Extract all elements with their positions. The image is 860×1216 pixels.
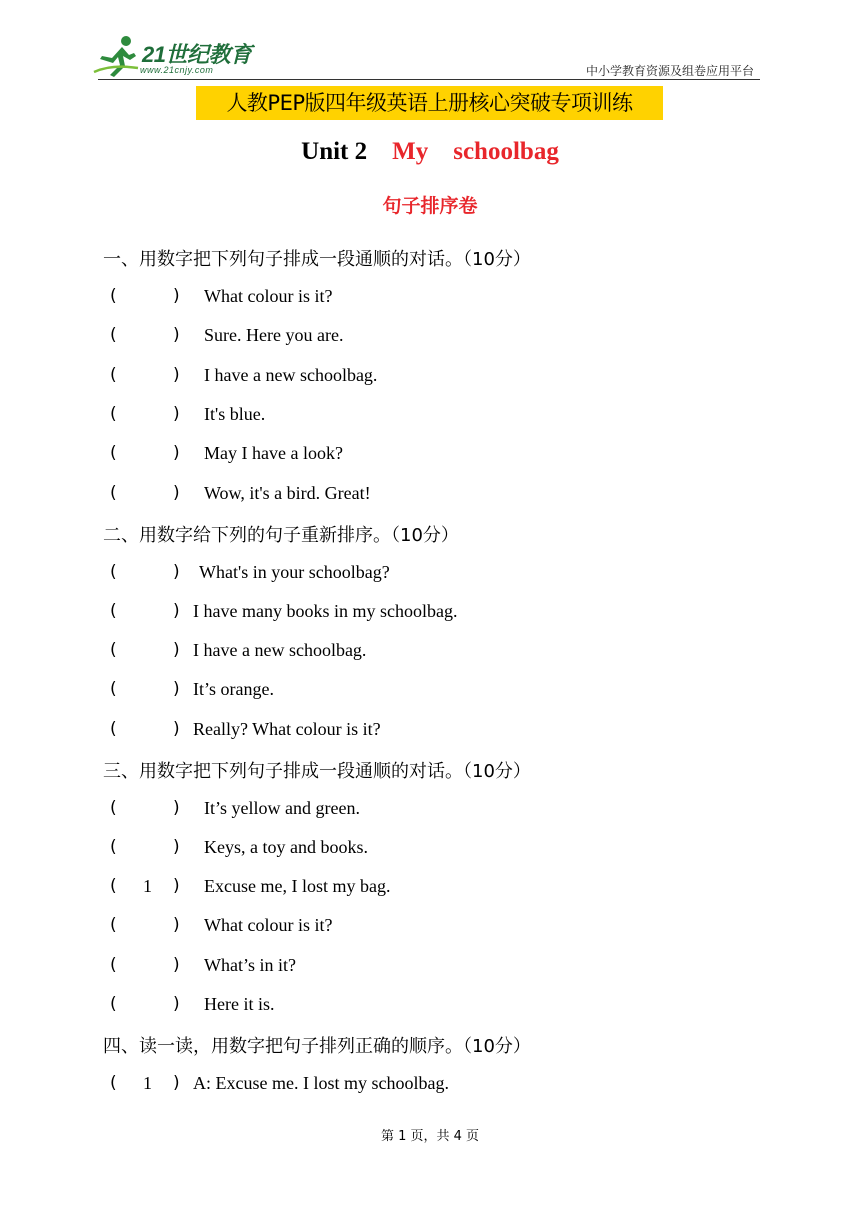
sentence: I have many books in my schoolbag. — [193, 601, 458, 621]
open-paren: ( — [110, 837, 117, 857]
close-paren: ) — [173, 719, 180, 739]
open-paren: ( — [110, 876, 117, 896]
open-paren: ( — [110, 915, 117, 935]
platform-label: 中小学教育资源及组卷应用平台 — [585, 64, 754, 78]
page-header — [92, 30, 760, 82]
section-heading: 四、读一读，用数字把句子排列正确的顺序。（10分） — [103, 1036, 531, 1057]
sentence: Here it is. — [204, 994, 275, 1014]
open-paren: ( — [110, 286, 117, 306]
sentence: Really? What colour is it? — [193, 719, 381, 739]
sentence: What's in your schoolbag? — [199, 562, 390, 582]
close-paren: ) — [173, 404, 180, 424]
sentence: Wow, it's a bird. Great! — [204, 483, 371, 503]
close-paren: ) — [173, 876, 180, 896]
open-paren: ( — [110, 325, 117, 345]
open-paren: ( — [110, 994, 117, 1014]
section-heading: 三、用数字把下列句子排成一段通顺的对话。（10分） — [103, 761, 531, 782]
answer-blank[interactable]: 1 — [143, 876, 152, 896]
close-paren: ) — [173, 365, 180, 385]
sentence: I have a new schoolbag. — [193, 640, 367, 660]
sentence: What colour is it? — [204, 915, 333, 935]
page-footer: 第 1 页，共 4 页 — [380, 1129, 480, 1144]
section-heading: 二、用数字给下列的句子重新排序。（10分） — [103, 525, 459, 546]
sentence: It's blue. — [204, 404, 266, 424]
close-paren: ) — [173, 443, 180, 463]
logo — [92, 34, 272, 78]
sentence: I have a new schoolbag. — [204, 365, 378, 385]
sentence: It’s yellow and green. — [204, 798, 360, 818]
open-paren: ( — [110, 365, 117, 385]
open-paren: ( — [110, 955, 117, 975]
close-paren: ) — [173, 325, 180, 345]
close-paren: ) — [173, 601, 180, 621]
close-paren: ) — [173, 562, 180, 582]
close-paren: ) — [173, 1073, 180, 1093]
open-paren: ( — [110, 562, 117, 582]
header-divider — [98, 79, 760, 80]
subtitle: 句子排序卷 — [382, 195, 478, 217]
open-paren: ( — [110, 483, 117, 503]
answer-blank[interactable]: 1 — [143, 1073, 152, 1093]
close-paren: ) — [173, 955, 180, 975]
sentence: What colour is it? — [204, 286, 333, 306]
close-paren: ) — [173, 798, 180, 818]
unit-name: My schoolbag — [392, 138, 559, 165]
sentence: Excuse me, I lost my bag. — [204, 876, 391, 896]
logo-text: 21世纪教育 — [142, 42, 252, 67]
open-paren: ( — [110, 679, 117, 699]
open-paren: ( — [110, 404, 117, 424]
sentence: What’s in it? — [204, 955, 296, 975]
close-paren: ) — [173, 286, 180, 306]
open-paren: ( — [110, 443, 117, 463]
sentence: Sure. Here you are. — [204, 325, 344, 345]
section-heading: 一、用数字把下列句子排成一段通顺的对话。（10分） — [103, 249, 531, 270]
close-paren: ) — [173, 640, 180, 660]
sentence: It’s orange. — [193, 679, 274, 699]
unit-label: Unit 2 — [301, 138, 368, 165]
page-title: 人教PEP版四年级英语上册核心突破专项训练 — [226, 91, 633, 115]
open-paren: ( — [110, 719, 117, 739]
title-highlight — [196, 86, 663, 120]
sentence: Keys, a toy and books. — [204, 837, 368, 857]
close-paren: ) — [173, 837, 180, 857]
unit-heading — [0, 138, 860, 166]
logo-url: www.21cnjy.com — [140, 65, 214, 75]
runner-logo-icon — [92, 34, 140, 78]
open-paren: ( — [110, 798, 117, 818]
close-paren: ) — [173, 483, 180, 503]
sentence: A: Excuse me. I lost my schoolbag. — [193, 1073, 449, 1093]
close-paren: ) — [173, 915, 180, 935]
close-paren: ) — [173, 679, 180, 699]
sentence: May I have a look? — [204, 443, 343, 463]
open-paren: ( — [110, 1073, 117, 1093]
open-paren: ( — [110, 640, 117, 660]
open-paren: ( — [110, 601, 117, 621]
close-paren: ) — [173, 994, 180, 1014]
